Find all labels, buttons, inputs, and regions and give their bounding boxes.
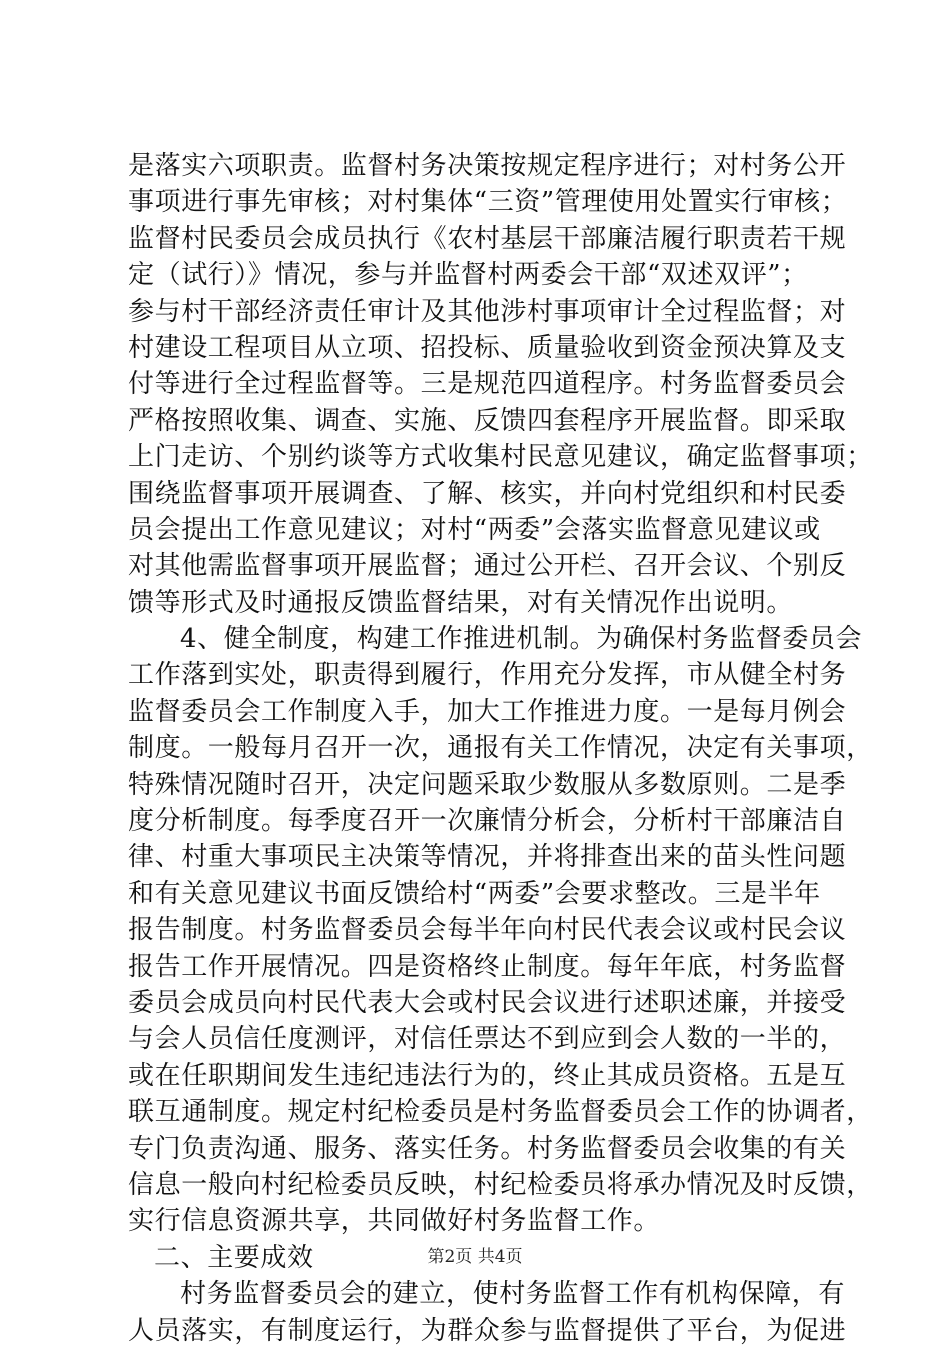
body-line: 付等进行全过程监督等。三是规范四道程序。村务监督委员会 bbox=[128, 369, 847, 400]
paragraph-start-line: 村务监督委员会的建立，使村务监督工作有机构保障，有 bbox=[180, 1279, 846, 1310]
body-line: 和有关意见建议书面反馈给村“两委”会要求整改。三是半年 bbox=[128, 878, 821, 909]
body-line: 上门走访、个别约谈等方式收集村民意见建议，确定监督事项； bbox=[128, 442, 873, 473]
section-heading: 二、主要成效 bbox=[154, 1242, 314, 1273]
body-line: 信息一般向村纪检委员反映，村纪检委员将承办情况及时反馈， bbox=[128, 1169, 873, 1200]
paragraph-start-line: 4、健全制度，构建工作推进机制。为确保村务监督委员会 bbox=[180, 624, 863, 655]
body-line: 对其他需监督事项开展监督；通过公开栏、召开会议、个别反 bbox=[128, 551, 847, 582]
body-line: 专门负责沟通、服务、落实任务。村务监督委员会收集的有关 bbox=[128, 1133, 847, 1164]
body-line: 参与村干部经济责任审计及其他涉村事项审计全过程监督；对 bbox=[128, 296, 847, 327]
body-line: 监督委员会工作制度入手，加大工作推进力度。一是每月例会 bbox=[128, 696, 847, 727]
body-line: 度分析制度。每季度召开一次廉情分析会，分析村干部廉洁自 bbox=[128, 806, 847, 837]
body-line: 定（试行）》情况，参与并监督村两委会干部“双述双评”； bbox=[128, 260, 808, 291]
body-line: 村建设工程项目从立项、招投标、质量验收到资金预决算及支 bbox=[128, 332, 847, 363]
body-line: 事项进行事先审核；对村集体“三资”管理使用处置实行审核； bbox=[128, 187, 848, 218]
body-line: 联互通制度。规定村纪检委员是村务监督委员会工作的协调者， bbox=[128, 1097, 873, 1128]
document-body bbox=[128, 148, 873, 1349]
page-footer: 第2页 共4页 bbox=[427, 1247, 523, 1267]
body-line: 制度。一般每月召开一次，通报有关工作情况，决定有关事项， bbox=[128, 733, 873, 764]
body-line: 围绕监督事项开展调查、了解、核实，并向村党组织和村民委 bbox=[128, 478, 847, 509]
body-line: 报告工作开展情况。四是资格终止制度。每年年底，村务监督 bbox=[128, 951, 847, 982]
body-line: 报告制度。村务监督委员会每半年向村民代表会议或村民会议 bbox=[128, 915, 847, 946]
body-line: 与会人员信任度测评，对信任票达不到应到会人数的一半的， bbox=[128, 1024, 847, 1055]
body-line: 馈等形式及时通报反馈监督结果，对有关情况作出说明。 bbox=[128, 587, 794, 618]
body-line: 是落实六项职责。监督村务决策按规定程序进行；对村务公开 bbox=[128, 151, 847, 181]
body-line: 实行信息资源共享，共同做好村务监督工作。 bbox=[128, 1206, 661, 1237]
body-line: 特殊情况随时召开，决定问题采取少数服从多数原则。二是季 bbox=[128, 769, 847, 800]
body-line: 委员会成员向村民代表大会或村民会议进行述职述廉，并接受 bbox=[128, 987, 847, 1018]
body-line: 严格按照收集、调查、实施、反馈四套程序开展监督。即采取 bbox=[128, 405, 847, 436]
body-line: 人员落实，有制度运行，为群众参与监督提供了平台，为促进 bbox=[128, 1315, 847, 1346]
body-line: 或在任职期间发生违纪违法行为的，终止其成员资格。五是互 bbox=[128, 1060, 847, 1091]
body-line: 监督村民委员会成员执行《农村基层干部廉洁履行职责若干规 bbox=[128, 223, 847, 254]
body-line: 员会提出工作意见建议；对村“两委”会落实监督意见建议或 bbox=[128, 514, 821, 545]
body-line: 工作落到实处，职责得到履行，作用充分发挥，市从健全村务 bbox=[128, 660, 847, 691]
body-line: 律、村重大事项民主决策等情况，并将排查出来的苗头性问题 bbox=[128, 842, 847, 873]
